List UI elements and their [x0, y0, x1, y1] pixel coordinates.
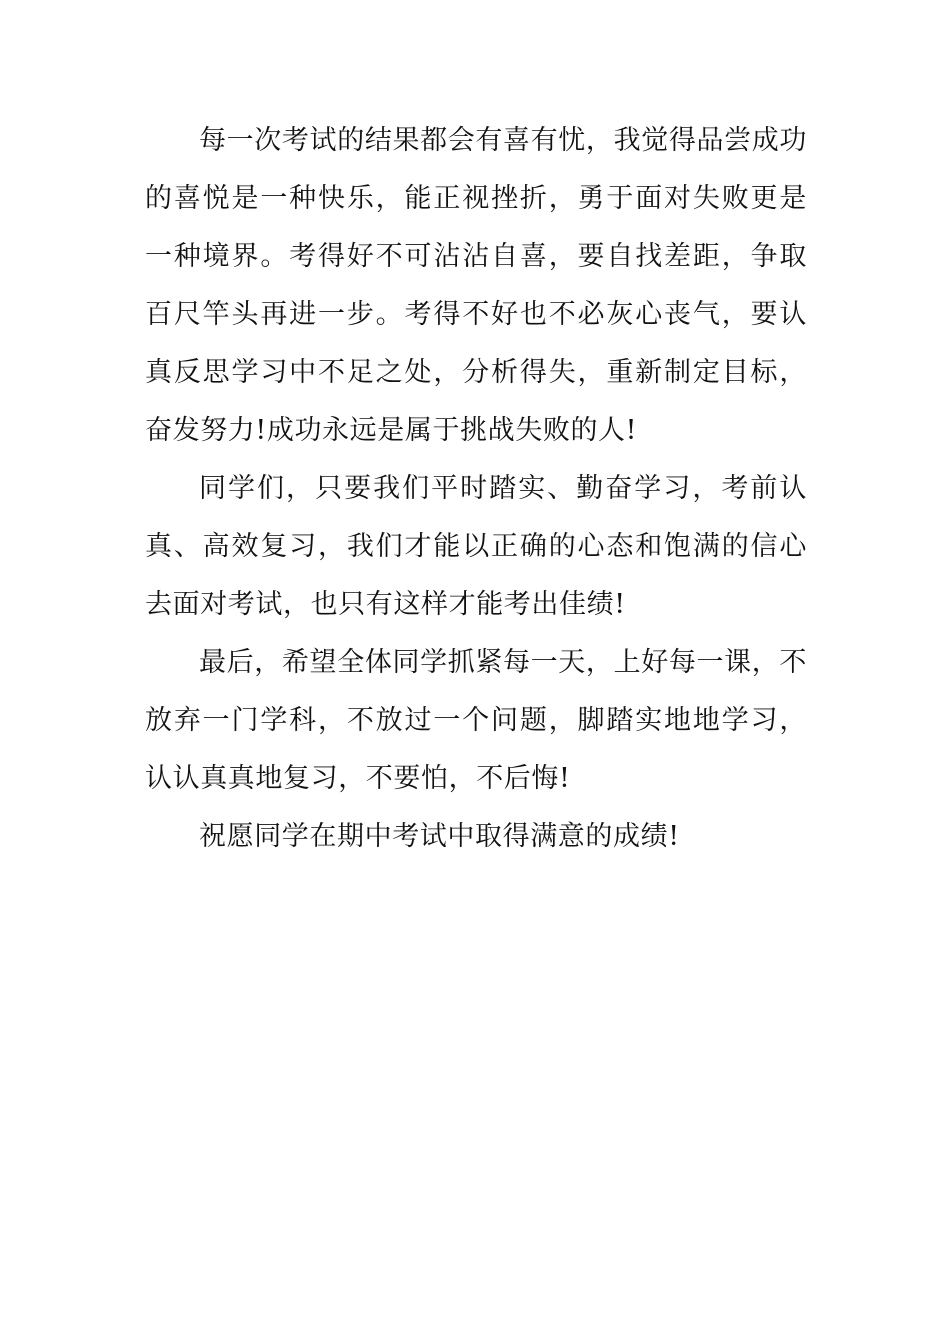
paragraph-3: 最后，希望全体同学抓紧每一天，上好每一课，不放弃一门学科，不放过一个问题，脚踏实地地学习，认认真真地复习，不要怕，不后悔! [145, 647, 807, 794]
paragraph-2: 同学们，只要我们平时踏实、勤奋学习，考前认真、高效复习，我们才能以正确的心态和饱满的信心去面对考试，也只有这样才能考出佳绩! [145, 473, 807, 620]
paragraph-4: 祝愿同学在期中考试中取得满意的成绩! [199, 821, 680, 852]
paragraph-1: 每一次考试的结果都会有喜有忧，我觉得品尝成功的喜悦是一种快乐，能正视挫折，勇于面对失败更是一种境界。考得好不可沾沾自喜，要自找差距，争取百尺竿头再进一步。考得不好也不必灰心丧气，要认真反思学习中不足之处，分析得失，重新制定目标，奋发努力!成功永远是属于挑战失败的人! [145, 125, 807, 446]
document-body [145, 112, 807, 866]
